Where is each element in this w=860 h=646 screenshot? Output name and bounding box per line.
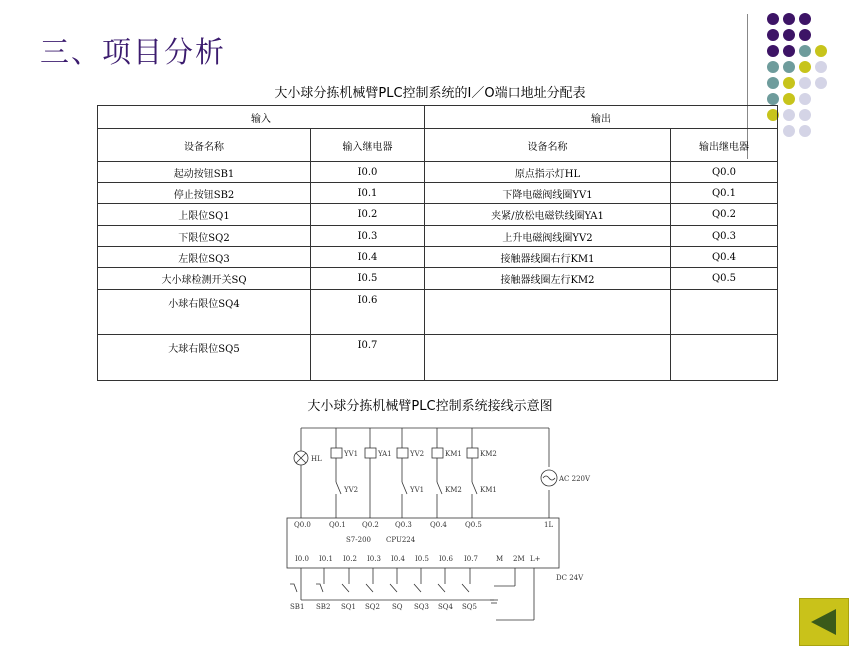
table-row	[98, 204, 778, 226]
coil-label: KM1	[445, 450, 462, 458]
table-cell: I0.2	[311, 204, 425, 226]
table-cell	[425, 335, 671, 381]
input-header: 输入	[98, 106, 425, 129]
output-terminal: Q0.5	[465, 521, 482, 529]
lamp-label: HL	[311, 455, 322, 463]
switch-label: SQ5	[462, 603, 477, 611]
table-cell: 上限位SQ1	[98, 204, 311, 226]
input-terminal: M	[496, 555, 504, 563]
decor-dot	[783, 61, 795, 73]
switch-label: SQ3	[414, 603, 429, 611]
switch-label: SQ1	[341, 603, 356, 611]
column-header: 输入继电器	[311, 129, 425, 162]
switch-label: SQ	[392, 603, 403, 611]
coil-label: KM2	[480, 450, 497, 458]
input-terminal: 2M	[513, 555, 525, 563]
triangle-left-icon	[808, 607, 840, 637]
decor-dot	[783, 109, 795, 121]
table-row	[98, 268, 778, 290]
wiring-diagram	[284, 422, 594, 622]
input-terminal: I0.6	[439, 555, 453, 563]
decor-dot	[799, 61, 811, 73]
table-cell: I0.1	[311, 183, 425, 204]
output-terminal: Q0.0	[294, 521, 311, 529]
slide-title: 三、项目分析	[40, 35, 227, 69]
back-button[interactable]	[799, 598, 849, 646]
output-terminal: Q0.4	[430, 521, 447, 529]
coil-label: YV1	[344, 450, 359, 458]
table-cell: 起动按钮SB1	[98, 162, 311, 183]
table-cell: I0.7	[311, 335, 425, 381]
table-caption: 大小球分拣机械臂PLC控制系统的I／O端口地址分配表	[274, 86, 586, 101]
table-cell: I0.6	[311, 290, 425, 335]
table-cell: 夹紧/放松电磁铁线圈YA1	[425, 204, 671, 226]
table-cell: 原点指示灯HL	[425, 162, 671, 183]
column-header: 输出继电器	[671, 129, 778, 162]
switch-label: SQ4	[438, 603, 453, 611]
input-terminal: I0.1	[319, 555, 333, 563]
table-cell: Q0.5	[671, 268, 778, 290]
output-terminal: Q0.2	[362, 521, 379, 529]
table-cell: Q0.4	[671, 247, 778, 268]
input-terminal: I0.2	[343, 555, 357, 563]
decor-dot	[815, 45, 827, 57]
diagram-caption: 大小球分拣机械臂PLC控制系统接线示意图	[307, 399, 553, 414]
table-cell: Q0.2	[671, 204, 778, 226]
output-terminal: 1L	[544, 521, 554, 529]
table-cell: 下限位SQ2	[98, 226, 311, 247]
table-row	[98, 226, 778, 247]
input-terminal: I0.7	[464, 555, 478, 563]
decor-dot	[767, 29, 779, 41]
plc-model: S7-200	[346, 536, 371, 544]
decor-dot	[767, 61, 779, 73]
table-cell: Q0.3	[671, 226, 778, 247]
table-cell: Q0.1	[671, 183, 778, 204]
table-cell	[671, 290, 778, 335]
table-row	[98, 335, 778, 381]
interlock-label: YV1	[410, 486, 425, 494]
coil-label: YV2	[410, 450, 425, 458]
decor-dot	[799, 13, 811, 25]
input-terminal: I0.3	[367, 555, 381, 563]
decor-dot	[767, 13, 779, 25]
switch-label: SQ2	[365, 603, 380, 611]
switch-label: SB2	[316, 603, 331, 611]
coil-label: YA1	[378, 450, 392, 458]
decor-dot	[815, 61, 827, 73]
table-cell: 小球右限位SQ4	[98, 290, 311, 335]
decor-dot	[783, 125, 795, 137]
table-cell	[671, 335, 778, 381]
decor-dot	[799, 125, 811, 137]
decor-dot	[783, 13, 795, 25]
output-terminal: Q0.3	[395, 521, 412, 529]
decor-dot	[799, 109, 811, 121]
plc-cpu: CPU224	[386, 536, 416, 544]
decor-dot	[767, 45, 779, 57]
interlock-label: KM2	[445, 486, 462, 494]
decor-dot	[783, 45, 795, 57]
table-cell: 停止按钮SB2	[98, 183, 311, 204]
input-terminal: I0.4	[391, 555, 405, 563]
table-cell: 大小球检测开关SQ	[98, 268, 311, 290]
switch-label: SB1	[290, 603, 305, 611]
input-terminal: I0.5	[415, 555, 429, 563]
input-terminal: L+	[530, 555, 541, 563]
table-row	[98, 290, 778, 335]
output-terminal: Q0.1	[329, 521, 346, 529]
table-cell: I0.3	[311, 226, 425, 247]
column-header: 设备名称	[425, 129, 671, 162]
interlock-label: KM1	[480, 486, 497, 494]
interlock-label: YV2	[344, 486, 359, 494]
table-row	[98, 247, 778, 268]
table-cell: I0.4	[311, 247, 425, 268]
table-row	[98, 162, 778, 183]
table-cell: 接触器线圈右行KM1	[425, 247, 671, 268]
table-cell: 大球右限位SQ5	[98, 335, 311, 381]
column-header: 设备名称	[98, 129, 311, 162]
dc-supply-label: DC 24V	[556, 574, 584, 582]
table-cell: I0.0	[311, 162, 425, 183]
table-cell: 下降电磁阀线圈YV1	[425, 183, 671, 204]
decor-dot	[783, 29, 795, 41]
table-row	[98, 183, 778, 204]
table-cell: Q0.0	[671, 162, 778, 183]
output-header: 输出	[425, 106, 778, 129]
input-terminal: I0.0	[295, 555, 309, 563]
decor-dot	[799, 29, 811, 41]
ac-supply-label: AC 220V	[559, 475, 591, 483]
table-cell: 接触器线圈左行KM2	[425, 268, 671, 290]
table-cell: 上升电磁阀线圈YV2	[425, 226, 671, 247]
decor-dot	[799, 45, 811, 57]
table-cell: 左限位SQ3	[98, 247, 311, 268]
table-cell: I0.5	[311, 268, 425, 290]
io-address-table	[97, 105, 778, 381]
table-cell	[425, 290, 671, 335]
